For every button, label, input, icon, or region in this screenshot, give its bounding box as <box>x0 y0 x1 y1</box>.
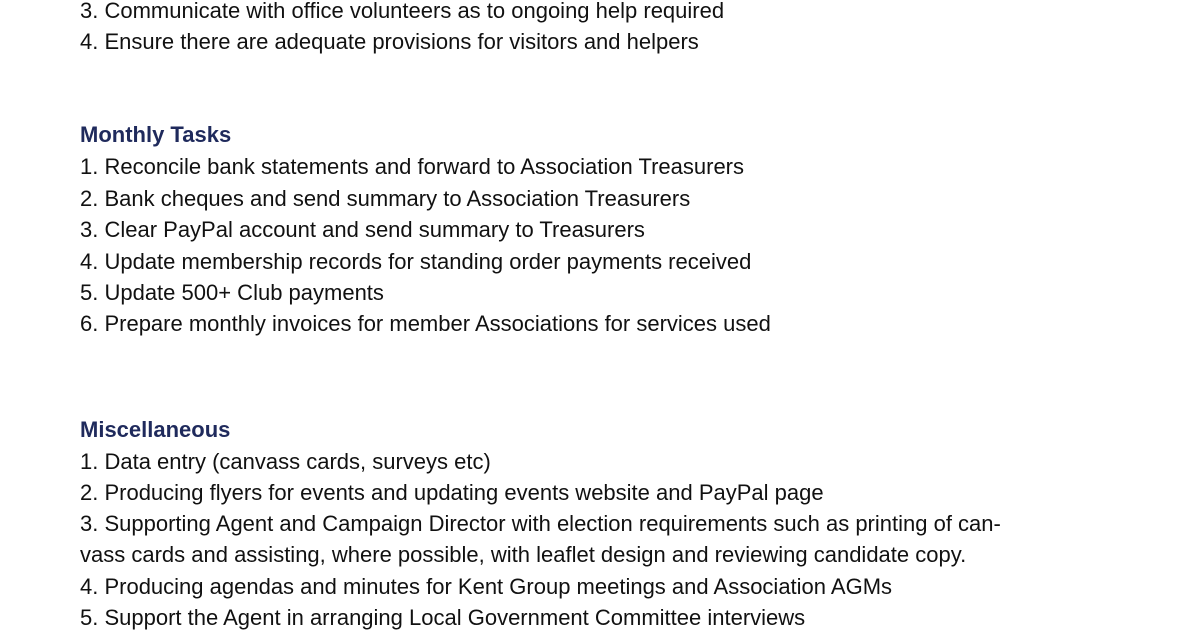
miscellaneous-heading: Miscellaneous <box>80 417 231 442</box>
monthly-task-item: 5. Update 500+ Club payments <box>80 280 384 305</box>
misc-task-item: 3. Supporting Agent and Campaign Director with election requirements such as printing of can- <box>80 511 1001 536</box>
monthly-tasks-heading: Monthly Tasks <box>80 122 232 147</box>
misc-task-item: 2. Producing flyers for events and updating events website and PayPal page <box>80 480 824 505</box>
monthly-task-item: 4. Update membership records for standing order payments received <box>80 249 752 274</box>
task-list-item: 3. Communicate with office volunteers as to ongoing help required <box>80 0 725 23</box>
misc-task-item-continuation: vass cards and assisting, where possible, with leaflet design and reviewing candidate copy. <box>80 542 967 567</box>
monthly-task-item: 1. Reconcile bank statements and forward to Association Treasurers <box>80 154 745 179</box>
monthly-task-item: 3. Clear PayPal account and send summary to Treasurers <box>80 217 645 242</box>
misc-task-item: 1. Data entry (canvass cards, surveys etc) <box>80 449 491 474</box>
monthly-task-item: 2. Bank cheques and send summary to Association Treasurers <box>80 186 691 211</box>
task-list-item: 4. Ensure there are adequate provisions for visitors and helpers <box>80 29 699 54</box>
monthly-task-item: 6. Prepare monthly invoices for member Associations for services used <box>80 311 771 336</box>
misc-task-item: 5. Support the Agent in arranging Local Government Committee interviews <box>80 605 806 630</box>
misc-task-item: 4. Producing agendas and minutes for Kent Group meetings and Association AGMs <box>80 574 893 599</box>
